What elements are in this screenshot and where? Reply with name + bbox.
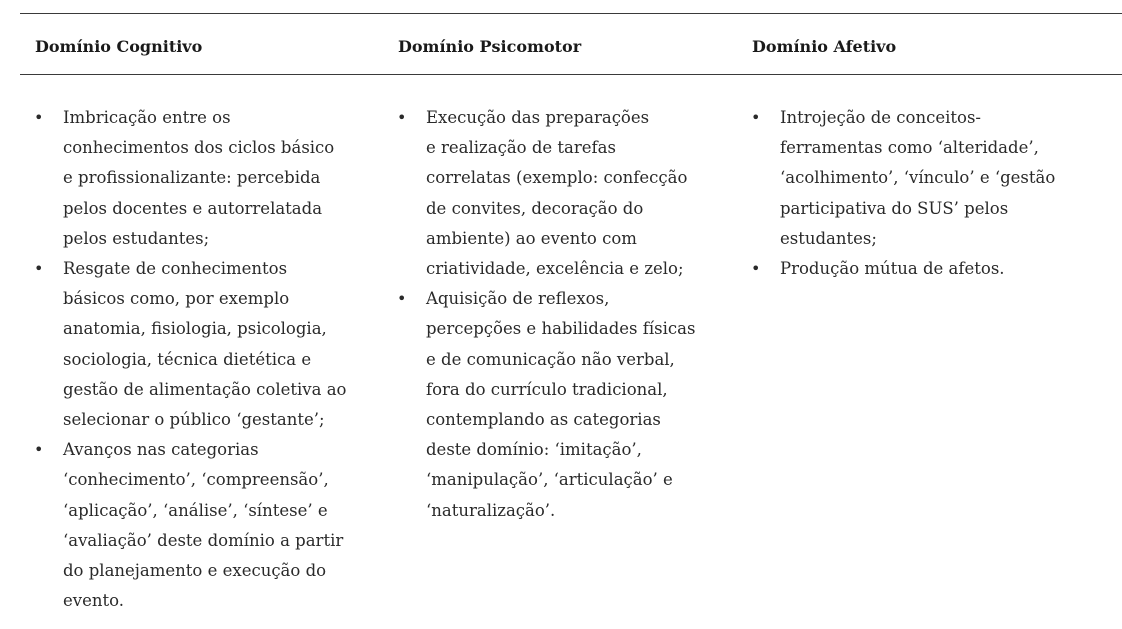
- list-item-line: Resgate de conhecimentos: [63, 259, 288, 279]
- list-item-line: estudantes;: [780, 228, 877, 248]
- list-item: [383, 284, 738, 526]
- list-item: [20, 254, 390, 435]
- list-item-line: selecionar o público ‘gestante’;: [63, 410, 325, 430]
- list-item-line: anatomia, fisiologia, psicologia,: [63, 319, 327, 339]
- header-affective: Domínio Afetivo: [752, 37, 897, 56]
- list-item: [737, 254, 1067, 284]
- bullet-icon: •: [34, 259, 44, 279]
- list-item-line: ‘avaliação’ deste domínio a partir: [63, 530, 344, 550]
- list-item-line: ‘acolhimento’, ‘vínculo’ e ‘gestão: [780, 168, 1056, 188]
- list-item-line: sociologia, técnica dietética e: [63, 349, 312, 369]
- list-item-line: criatividade, excelência e zelo;: [426, 259, 684, 279]
- list-item-line: pelos docentes e autorrelatada: [63, 198, 323, 218]
- list-item-line: participativa do SUS’ pelos: [780, 198, 1009, 218]
- list-item-line: básicos como, por exemplo: [63, 289, 290, 309]
- list-item-line: e de comunicação não verbal,: [426, 349, 675, 369]
- list-item-line: deste domínio: ‘imitação’,: [426, 440, 642, 460]
- header-cognitive: Domínio Cognitivo: [35, 37, 203, 56]
- bullet-icon: •: [751, 259, 761, 279]
- column-affective: [737, 103, 1067, 284]
- bullet-icon: •: [397, 289, 407, 309]
- list-item-line: ambiente) ao evento com: [426, 228, 637, 248]
- header-psychomotor: Domínio Psicomotor: [398, 37, 582, 56]
- list-item-line: e realização de tarefas: [426, 138, 616, 158]
- list-item-line: ‘manipulação’, ‘articulação’ e: [426, 470, 673, 490]
- column-cognitive: [20, 103, 390, 616]
- list-item: [383, 103, 738, 284]
- list-item-line: Avanços nas categorias: [63, 440, 259, 460]
- bullet-icon: •: [34, 440, 44, 460]
- list-item: [737, 103, 1067, 254]
- list-item-line: correlatas (exemplo: confecção: [426, 168, 688, 188]
- list-item-line: ‘conhecimento’, ‘compreensão’,: [63, 470, 329, 490]
- bullet-icon: •: [397, 108, 407, 127]
- bullet-icon: •: [751, 108, 761, 127]
- list-item-line: Imbricação entre os: [63, 108, 231, 127]
- list-item-line: Produção mútua de afetos.: [780, 259, 1005, 279]
- list-item-line: percepções e habilidades físicas: [426, 319, 696, 339]
- list-item: [20, 435, 390, 616]
- column-psychomotor: [383, 103, 738, 526]
- list-item-line: fora do currículo tradicional,: [426, 379, 668, 399]
- list-item-line: evento.: [63, 591, 124, 611]
- header-bottom-rule: [20, 74, 1122, 75]
- list-item-line: Execução das preparações: [426, 108, 650, 127]
- list-item-line: e profissionalizante: percebida: [63, 168, 321, 188]
- list-item-line: do planejamento e execução do: [63, 561, 327, 581]
- list-item: [20, 103, 390, 254]
- bullet-icon: •: [34, 108, 44, 127]
- list-item-line: ferramentas como ‘alteridade’,: [780, 138, 1039, 158]
- list-item-line: Introjeção de conceitos-: [780, 108, 981, 127]
- list-item-line: ‘naturalização’.: [426, 500, 556, 520]
- list-item-line: de convites, decoração do: [426, 198, 644, 218]
- list-item-line: gestão de alimentação coletiva ao: [63, 379, 347, 399]
- list-item-line: ‘aplicação’, ‘análise’, ‘síntese’ e: [63, 500, 328, 520]
- list-item-line: contemplando as categorias: [426, 410, 661, 430]
- table-top-rule: [20, 13, 1122, 14]
- list-item-line: Aquisição de reflexos,: [426, 289, 610, 309]
- list-item-line: conhecimentos dos ciclos básico: [63, 138, 335, 158]
- list-item-line: pelos estudantes;: [63, 228, 210, 248]
